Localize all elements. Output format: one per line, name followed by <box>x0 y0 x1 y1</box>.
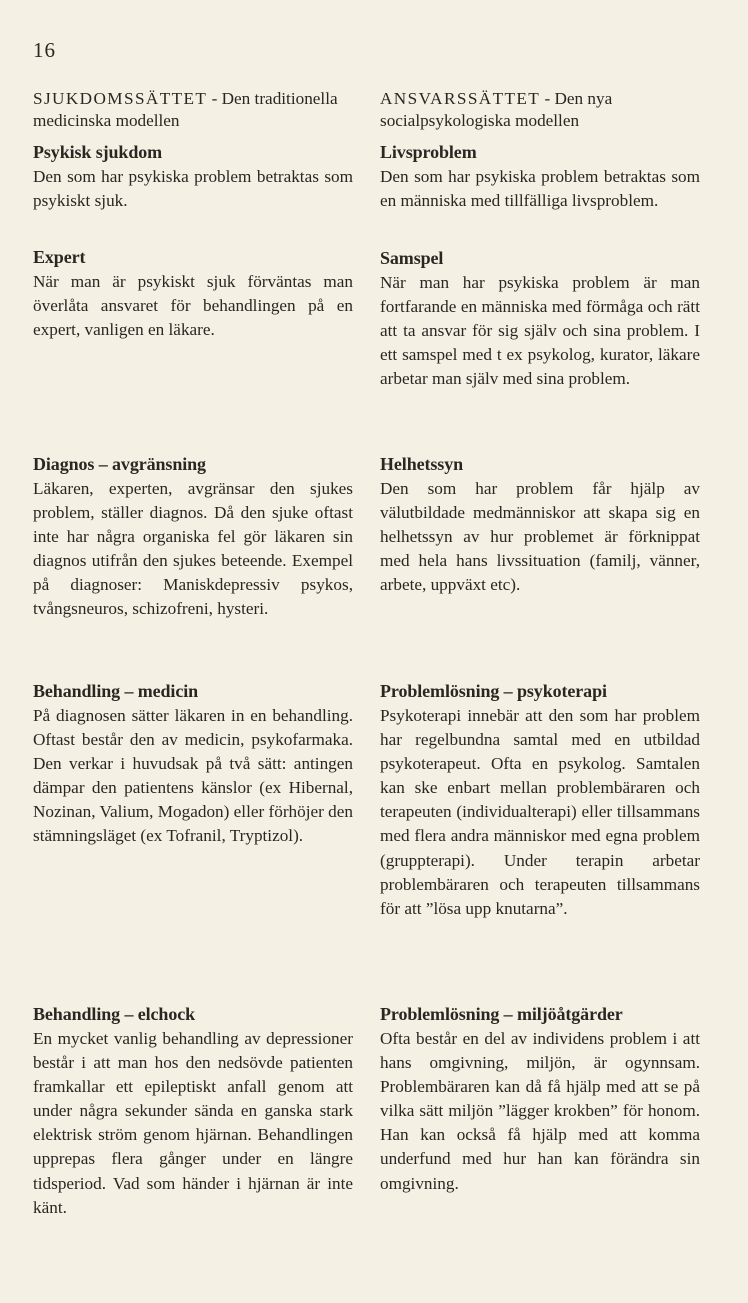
section-body: Ofta består en del av individens problem i att hans omgivning, miljön, är ogynnsam. Problembäraren kan då få hjälp med att se på vilka sätt miljön ”lägger krokben” för honom. Han kan också få hjälp med att komma underfund med hur han kan förändra sin omgivning. <box>380 1029 700 1193</box>
section-body: Den som har problem får hjälp av välutbildade medmänniskor att skapa sig en helhetssyn av hur problemet är förknippat med hela hans livssituation (familj, vänner, arbete, uppväxt etc). <box>380 479 700 595</box>
left-column-header <box>33 88 353 132</box>
section-heading: Livsproblem <box>380 142 477 162</box>
section-heading: Problemlösning – miljöåtgärder <box>380 1004 623 1024</box>
section-samspel <box>380 246 700 391</box>
section-heading: Problemlösning – psykoterapi <box>380 681 607 701</box>
section-heading: Psykisk sjukdom <box>33 142 163 162</box>
section-expert <box>33 245 353 342</box>
section-behandling-medicin <box>33 679 353 849</box>
section-body: Den som har psykiska problem betraktas som psykiskt sjuk. <box>33 167 353 211</box>
section-heading: Diagnos – avgränsning <box>33 454 206 474</box>
section-livsproblem <box>380 140 700 213</box>
section-body: En mycket vanlig behandling av depressioner består i att man hos den nedsövde patienten framkallar ett epileptiskt anfall genom att under några sekunder sända en ganska stark elektrisk ström genom hjärnan. Behandlingen upprepas flera gånger under en längre tidsperiod. Vad som händer i hjärnan är inte känt. <box>33 1029 353 1217</box>
left-header-subtitle: - Den traditionella medicinska modellen <box>33 89 338 130</box>
section-behandling-elchock <box>33 1002 353 1220</box>
section-heading: Samspel <box>380 248 444 268</box>
page-number: 16 <box>33 38 56 62</box>
section-heading: Expert <box>33 247 86 267</box>
section-heading: Behandling – elchock <box>33 1004 196 1024</box>
section-body: Psykoterapi innebär att den som har problem har regelbundna samtal med en utbildad psykoterapeut. Ofta en psykolog. Samtalen kan ske enbart mellan problembäraren och terapeuten (individualterapi) eller tillsammans med flera andra människor med egna problem (gruppterapi). Under terapin arbetar problembäraren och terapeuten tillsammans för att ”lösa upp knutarna”. <box>380 706 700 918</box>
section-body: Läkaren, experten, avgränsar den sjukes problem, ställer diagnos. Då den sjuke oftast inte har några organiska fel gör läkaren sin diagnos utifrån den sjukes beteende. Exempel på diagnoser: Maniskdepressiv psykos, tvångsneuros, schizofreni, hysteri. <box>33 479 353 619</box>
section-heading: Behandling – medicin <box>33 681 199 701</box>
section-diagnos <box>33 452 353 622</box>
right-header-title: ANSVARSSÄTTET <box>380 89 541 108</box>
section-psykisk-sjukdom <box>33 140 353 213</box>
right-column-header <box>380 88 700 132</box>
section-helhetssyn <box>380 452 700 597</box>
section-heading: Helhetssyn <box>380 454 464 474</box>
section-miljoatgarder <box>380 1002 700 1196</box>
section-psykoterapi <box>380 679 700 921</box>
left-header-title: SJUKDOMSSÄTTET <box>33 89 208 108</box>
section-body: På diagnosen sätter läkaren in en behandling. Oftast består den av medicin, psykofarmaka. Den verkar i huvudsak på två sätt: antingen dämpar den patientens känslor (ex Hibernal, Nozinan, Valium, Mogadon) eller förhöjer den stämningsläget (ex Tofranil, Tryptizol). <box>33 706 353 846</box>
section-body: När man har psykiska problem är man fortfarande en människa med förmåga och rätt att ta ansvar för sig själv och sina problem. I ett samspel med t ex psykolog, kurator, läkare arbetar man själv med sina problem. <box>380 273 700 389</box>
section-body: Den som har psykiska problem betraktas som en människa med tillfälliga livsproblem. <box>380 167 700 211</box>
right-header-subtitle: - Den nya socialpsykologiska modellen <box>380 89 613 130</box>
section-body: När man är psykiskt sjuk förväntas man överlåta ansvaret för behandlingen på en expert, vanligen en läkare. <box>33 272 353 340</box>
